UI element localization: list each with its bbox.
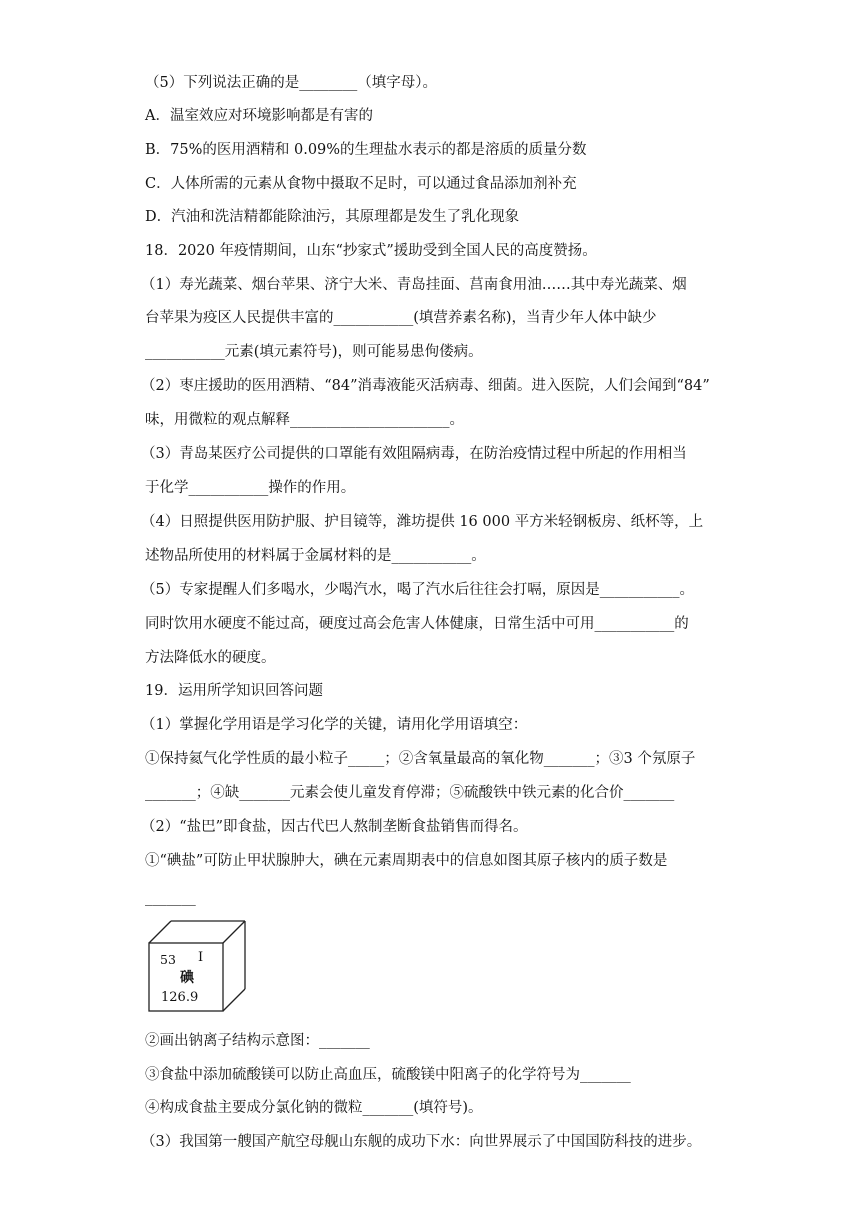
question-19-2-item4: ④构成食盐主要成分氯化钠的微粒_______(填符号)。 bbox=[145, 1100, 483, 1116]
iodine-element-card bbox=[146, 918, 248, 1014]
question-19-title: 19．运用所学知识回答问题 bbox=[145, 683, 323, 699]
question-18-3-line2: 于化学___________操作的作用。 bbox=[145, 480, 356, 496]
element-symbol: I bbox=[198, 950, 204, 965]
question-19-2-item1: ①“碘盐”可防止甲状腺肿大，碘在元素周期表中的信息如图其原子核内的质子数是 bbox=[145, 853, 668, 869]
question-19-3: （3）我国第一艘国产航空母舰山东舰的成功下水：向世界展示了中国国防科技的进步。 bbox=[141, 1134, 702, 1150]
question-19-1-line2: _______；④缺_______元素会使儿童发育停滞；⑤硫酸铁中铁元素的化合价_______ bbox=[145, 785, 675, 801]
question-18-4-line1: （4）日照提供医用防护服、护目镜等，潍坊提供 16 000 平方米轻钢板房、纸杯等，上 bbox=[141, 514, 704, 530]
option-a: A．温室效应对环境影响都是有害的 bbox=[145, 108, 373, 124]
question-18-1-line1: （1）寿光蔬菜、烟台苹果、济宁大米、青岛挂面、莒南食用油……其中寿光蔬菜、烟 bbox=[141, 277, 687, 293]
option-d: D．汽油和洗洁精都能除油污，其原理都是发生了乳化现象 bbox=[145, 209, 520, 225]
question-18-5-line3: 方法降低水的硬度。 bbox=[145, 650, 276, 666]
question-18-4-line2: 述物品所使用的材料属于金属材料的是___________。 bbox=[145, 548, 486, 564]
question-18-5-line1: （5）专家提醒人们多喝水，少喝汽水，喝了汽水后往往会打嗝，原因是___________。 bbox=[141, 582, 694, 598]
atomic-number: 53 bbox=[160, 952, 176, 967]
question-17-5-prompt: （5）下列说法正确的是________（填字母）。 bbox=[145, 75, 437, 91]
atomic-mass: 126.9 bbox=[161, 990, 199, 1005]
question-18-1-line3: ___________元素(填元素符号)，则可能易患佝偻病。 bbox=[145, 344, 483, 360]
question-18-2-line1: （2）枣庄援助的医用酒精、“84”消毒液能灭活病毒、细菌。进入医院，人们会闻到“84” bbox=[141, 378, 710, 394]
question-19-2-item3: ③食盐中添加硫酸镁可以防止高血压，硫酸镁中阳离子的化学符号为_______ bbox=[145, 1067, 631, 1083]
answer-blank: _______ bbox=[145, 890, 196, 906]
question-18-1-line2: 台苹果为疫区人民提供丰富的___________(填营养素名称)，当青少年人体中缺少 bbox=[145, 310, 657, 326]
element-name: 碘 bbox=[180, 970, 194, 986]
question-18-3-line1: （3）青岛某医疗公司提供的口罩能有效阻隔病毒，在防治疫情过程中所起的作用相当 bbox=[141, 446, 687, 462]
question-19-1: （1）掌握化学用语是学习化学的关键，请用化学用语填空： bbox=[141, 717, 528, 733]
option-c: C．人体所需的元素从食物中摄取不足时，可以通过食品添加剂补充 bbox=[145, 176, 577, 192]
question-18-title: 18．2020 年疫情期间，山东“抄家式”援助受到全国人民的高度赞扬。 bbox=[145, 243, 597, 259]
question-19-2-item2: ②画出钠离子结构示意图：_______ bbox=[145, 1033, 370, 1049]
question-18-5-line2: 同时饮用水硬度不能过高，硬度过高会危害人体健康，日常生活中可用___________的 bbox=[145, 616, 689, 632]
option-b: B．75%的医用酒精和 0.09%的生理盐水表示的都是溶质的质量分数 bbox=[145, 142, 587, 158]
question-19-1-line1: ①保持氦气化学性质的最小粒子_____；②含氧量最高的氧化物_______；③3 个氖原子 bbox=[145, 751, 696, 767]
question-19-2: （2）“盐巴”即食盐，因古代巴人熬制垄断食盐销售而得名。 bbox=[141, 819, 528, 835]
question-18-2-line2: 味，用微粒的观点解释______________________。 bbox=[145, 412, 464, 428]
